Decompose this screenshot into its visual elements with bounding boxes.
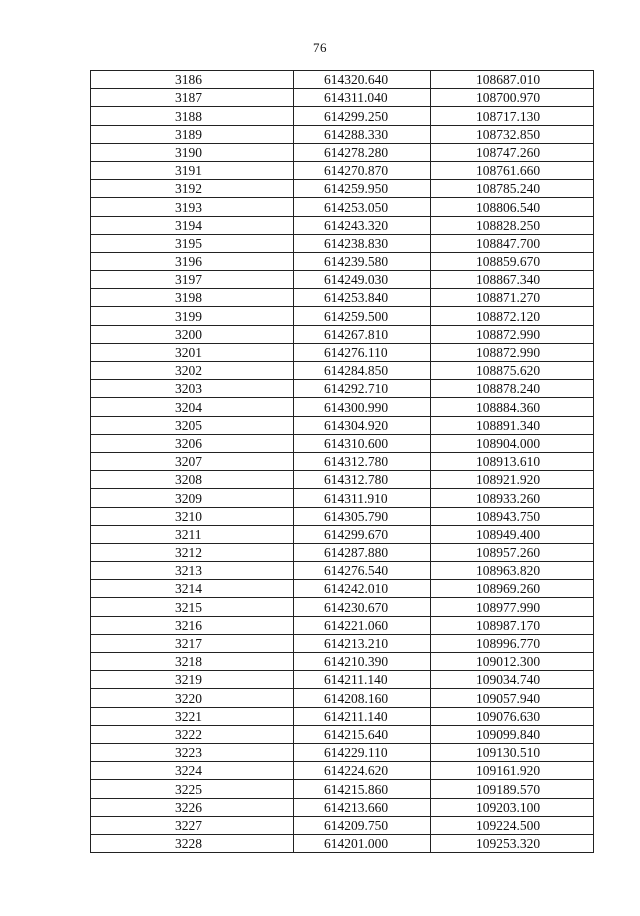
x-coordinate-cell: 614276.110 (294, 343, 431, 361)
y-coordinate-cell: 108687.010 (431, 71, 594, 89)
point-number-cell: 3186 (91, 71, 294, 89)
point-number-cell: 3208 (91, 471, 294, 489)
table-row (91, 325, 594, 343)
table-row (91, 489, 594, 507)
table-row (91, 816, 594, 834)
table-row (91, 252, 594, 270)
point-number-cell: 3217 (91, 634, 294, 652)
point-number-cell: 3207 (91, 452, 294, 470)
x-coordinate-cell: 614253.840 (294, 289, 431, 307)
point-number-cell: 3189 (91, 125, 294, 143)
table-row (91, 198, 594, 216)
table-row (91, 671, 594, 689)
table-row (91, 762, 594, 780)
point-number-cell: 3214 (91, 580, 294, 598)
point-number-cell: 3205 (91, 416, 294, 434)
table-row (91, 343, 594, 361)
table-row (91, 271, 594, 289)
y-coordinate-cell: 108700.970 (431, 89, 594, 107)
y-coordinate-cell: 109203.100 (431, 798, 594, 816)
point-number-cell: 3204 (91, 398, 294, 416)
x-coordinate-cell: 614284.850 (294, 362, 431, 380)
x-coordinate-cell: 614253.050 (294, 198, 431, 216)
x-coordinate-cell: 614276.540 (294, 562, 431, 580)
x-coordinate-cell: 614278.280 (294, 143, 431, 161)
y-coordinate-cell: 108717.130 (431, 107, 594, 125)
y-coordinate-cell: 108963.820 (431, 562, 594, 580)
y-coordinate-cell: 109099.840 (431, 725, 594, 743)
y-coordinate-cell: 108761.660 (431, 161, 594, 179)
point-number-cell: 3210 (91, 507, 294, 525)
y-coordinate-cell: 108871.270 (431, 289, 594, 307)
point-number-cell: 3226 (91, 798, 294, 816)
point-number-cell: 3219 (91, 671, 294, 689)
x-coordinate-cell: 614312.780 (294, 452, 431, 470)
coordinates-table (90, 70, 594, 853)
table-row (91, 307, 594, 325)
y-coordinate-cell: 108872.990 (431, 343, 594, 361)
y-coordinate-cell: 108957.260 (431, 543, 594, 561)
x-coordinate-cell: 614215.640 (294, 725, 431, 743)
y-coordinate-cell: 108785.240 (431, 180, 594, 198)
y-coordinate-cell: 109012.300 (431, 653, 594, 671)
table-row (91, 434, 594, 452)
y-coordinate-cell: 108859.670 (431, 252, 594, 270)
y-coordinate-cell: 108828.250 (431, 216, 594, 234)
table-row (91, 289, 594, 307)
table-row (91, 743, 594, 761)
table-row (91, 71, 594, 89)
y-coordinate-cell: 108747.260 (431, 143, 594, 161)
y-coordinate-cell: 109057.940 (431, 689, 594, 707)
table-row (91, 562, 594, 580)
point-number-cell: 3213 (91, 562, 294, 580)
y-coordinate-cell: 109130.510 (431, 743, 594, 761)
x-coordinate-cell: 614239.580 (294, 252, 431, 270)
y-coordinate-cell: 108872.990 (431, 325, 594, 343)
x-coordinate-cell: 614305.790 (294, 507, 431, 525)
x-coordinate-cell: 614259.500 (294, 307, 431, 325)
page-number: 76 (313, 40, 327, 55)
point-number-cell: 3224 (91, 762, 294, 780)
point-number-cell: 3190 (91, 143, 294, 161)
table-row (91, 107, 594, 125)
table-row (91, 471, 594, 489)
x-coordinate-cell: 614215.860 (294, 780, 431, 798)
table-row (91, 143, 594, 161)
point-number-cell: 3201 (91, 343, 294, 361)
y-coordinate-cell: 109253.320 (431, 834, 594, 852)
point-number-cell: 3212 (91, 543, 294, 561)
point-number-cell: 3211 (91, 525, 294, 543)
x-coordinate-cell: 614211.140 (294, 707, 431, 725)
x-coordinate-cell: 614210.390 (294, 653, 431, 671)
y-coordinate-cell: 108847.700 (431, 234, 594, 252)
y-coordinate-cell: 108732.850 (431, 125, 594, 143)
table-row (91, 180, 594, 198)
point-number-cell: 3202 (91, 362, 294, 380)
point-number-cell: 3197 (91, 271, 294, 289)
x-coordinate-cell: 614221.060 (294, 616, 431, 634)
point-number-cell: 3187 (91, 89, 294, 107)
x-coordinate-cell: 614299.250 (294, 107, 431, 125)
point-number-cell: 3195 (91, 234, 294, 252)
point-number-cell: 3218 (91, 653, 294, 671)
x-coordinate-cell: 614243.320 (294, 216, 431, 234)
table-row (91, 598, 594, 616)
x-coordinate-cell: 614312.780 (294, 471, 431, 489)
x-coordinate-cell: 614229.110 (294, 743, 431, 761)
point-number-cell: 3221 (91, 707, 294, 725)
point-number-cell: 3215 (91, 598, 294, 616)
table-row (91, 780, 594, 798)
table-row (91, 634, 594, 652)
table-row (91, 507, 594, 525)
x-coordinate-cell: 614299.670 (294, 525, 431, 543)
point-number-cell: 3191 (91, 161, 294, 179)
point-number-cell: 3199 (91, 307, 294, 325)
table-row (91, 725, 594, 743)
y-coordinate-cell: 108878.240 (431, 380, 594, 398)
point-number-cell: 3192 (91, 180, 294, 198)
point-number-cell: 3225 (91, 780, 294, 798)
y-coordinate-cell: 108867.340 (431, 271, 594, 289)
table-row (91, 452, 594, 470)
table-row (91, 89, 594, 107)
table-row (91, 689, 594, 707)
table-row (91, 416, 594, 434)
point-number-cell: 3194 (91, 216, 294, 234)
point-number-cell: 3203 (91, 380, 294, 398)
x-coordinate-cell: 614238.830 (294, 234, 431, 252)
x-coordinate-cell: 614267.810 (294, 325, 431, 343)
y-coordinate-cell: 108969.260 (431, 580, 594, 598)
x-coordinate-cell: 614230.670 (294, 598, 431, 616)
x-coordinate-cell: 614213.210 (294, 634, 431, 652)
table-row (91, 616, 594, 634)
x-coordinate-cell: 614288.330 (294, 125, 431, 143)
y-coordinate-cell: 108921.920 (431, 471, 594, 489)
y-coordinate-cell: 108987.170 (431, 616, 594, 634)
x-coordinate-cell: 614311.040 (294, 89, 431, 107)
x-coordinate-cell: 614300.990 (294, 398, 431, 416)
table-row (91, 525, 594, 543)
x-coordinate-cell: 614242.010 (294, 580, 431, 598)
point-number-cell: 3220 (91, 689, 294, 707)
table-row (91, 234, 594, 252)
point-number-cell: 3200 (91, 325, 294, 343)
table-row (91, 398, 594, 416)
point-number-cell: 3216 (91, 616, 294, 634)
x-coordinate-cell: 614224.620 (294, 762, 431, 780)
point-number-cell: 3227 (91, 816, 294, 834)
point-number-cell: 3193 (91, 198, 294, 216)
x-coordinate-cell: 614201.000 (294, 834, 431, 852)
table-row (91, 125, 594, 143)
table-row (91, 707, 594, 725)
point-number-cell: 3198 (91, 289, 294, 307)
point-number-cell: 3188 (91, 107, 294, 125)
x-coordinate-cell: 614292.710 (294, 380, 431, 398)
x-coordinate-cell: 614304.920 (294, 416, 431, 434)
table-row (91, 362, 594, 380)
table-row (91, 161, 594, 179)
y-coordinate-cell: 108913.610 (431, 452, 594, 470)
y-coordinate-cell: 108996.770 (431, 634, 594, 652)
table-row (91, 834, 594, 852)
x-coordinate-cell: 614209.750 (294, 816, 431, 834)
y-coordinate-cell: 109224.500 (431, 816, 594, 834)
point-number-cell: 3222 (91, 725, 294, 743)
x-coordinate-cell: 614249.030 (294, 271, 431, 289)
point-number-cell: 3223 (91, 743, 294, 761)
table-row (91, 798, 594, 816)
y-coordinate-cell: 108949.400 (431, 525, 594, 543)
point-number-cell: 3209 (91, 489, 294, 507)
x-coordinate-cell: 614213.660 (294, 798, 431, 816)
y-coordinate-cell: 108943.750 (431, 507, 594, 525)
x-coordinate-cell: 614259.950 (294, 180, 431, 198)
y-coordinate-cell: 108977.990 (431, 598, 594, 616)
x-coordinate-cell: 614287.880 (294, 543, 431, 561)
table-row (91, 380, 594, 398)
y-coordinate-cell: 108806.540 (431, 198, 594, 216)
y-coordinate-cell: 109161.920 (431, 762, 594, 780)
y-coordinate-cell: 108884.360 (431, 398, 594, 416)
y-coordinate-cell: 108875.620 (431, 362, 594, 380)
table-row (91, 580, 594, 598)
table-row (91, 653, 594, 671)
y-coordinate-cell: 109189.570 (431, 780, 594, 798)
y-coordinate-cell: 108891.340 (431, 416, 594, 434)
table-row (91, 216, 594, 234)
point-number-cell: 3228 (91, 834, 294, 852)
point-number-cell: 3206 (91, 434, 294, 452)
y-coordinate-cell: 108933.260 (431, 489, 594, 507)
y-coordinate-cell: 108904.000 (431, 434, 594, 452)
y-coordinate-cell: 109034.740 (431, 671, 594, 689)
x-coordinate-cell: 614310.600 (294, 434, 431, 452)
x-coordinate-cell: 614311.910 (294, 489, 431, 507)
x-coordinate-cell: 614211.140 (294, 671, 431, 689)
point-number-cell: 3196 (91, 252, 294, 270)
x-coordinate-cell: 614320.640 (294, 71, 431, 89)
y-coordinate-cell: 108872.120 (431, 307, 594, 325)
y-coordinate-cell: 109076.630 (431, 707, 594, 725)
coordinates-table-body (91, 71, 594, 853)
x-coordinate-cell: 614270.870 (294, 161, 431, 179)
table-row (91, 543, 594, 561)
x-coordinate-cell: 614208.160 (294, 689, 431, 707)
